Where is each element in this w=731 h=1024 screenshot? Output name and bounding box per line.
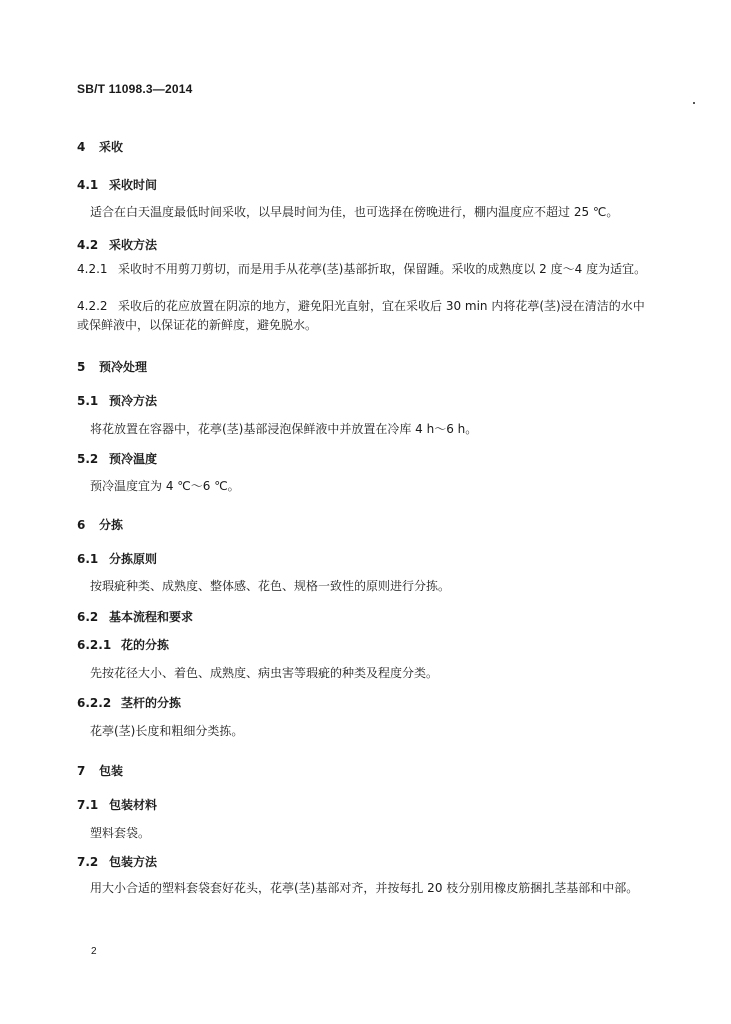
page-number: 2 bbox=[91, 946, 97, 957]
section-title: 采收方法 bbox=[109, 238, 158, 252]
section-number: 7 bbox=[77, 764, 86, 778]
section-title: 包装 bbox=[99, 764, 124, 778]
section-4-2-1-paragraph bbox=[77, 260, 654, 279]
scan-mark bbox=[693, 102, 695, 104]
section-4-1-text: 适合在白天温度最低时间采收，以早晨时间为佳，也可选择在傍晚进行，棚内温度应不超过 25 ℃。 bbox=[90, 205, 619, 219]
section-6-2-2-heading bbox=[77, 694, 181, 711]
section-7-heading bbox=[77, 762, 123, 779]
section-title: 包装材料 bbox=[109, 798, 158, 812]
section-5-heading bbox=[77, 358, 147, 375]
section-5-2-heading bbox=[77, 450, 157, 467]
section-5-1-text: 将花放置在容器中，花葶(茎)基部浸泡保鲜液中并放置在冷库 4 h～6 h。 bbox=[90, 422, 478, 436]
section-5-1-heading bbox=[77, 392, 157, 409]
clause-number: 4.2.2 bbox=[77, 299, 108, 313]
section-title: 预冷温度 bbox=[109, 452, 158, 466]
section-title: 包装方法 bbox=[109, 855, 158, 869]
section-number: 4.1 bbox=[77, 178, 99, 192]
section-6-1-heading bbox=[77, 550, 157, 567]
section-title: 茎杆的分拣 bbox=[121, 696, 182, 710]
section-6-heading bbox=[77, 516, 123, 533]
section-6-2-1-text: 先按花径大小、着色、成熟度、病虫害等瑕疵的种类及程度分类。 bbox=[90, 666, 439, 680]
section-7-1-heading bbox=[77, 796, 157, 813]
section-4-2-heading bbox=[77, 236, 157, 253]
section-number: 5 bbox=[77, 360, 86, 374]
section-7-2-text: 用大小合适的塑料套袋套好花头，花葶(茎)基部对齐，并按每扎 20 枝分别用橡皮筋捆扎茎基部和中部。 bbox=[90, 881, 639, 895]
section-title: 采收 bbox=[99, 140, 124, 154]
section-6-2-heading bbox=[77, 608, 193, 625]
section-number: 6.2 bbox=[77, 610, 99, 624]
section-title: 分拣原则 bbox=[109, 552, 158, 566]
section-6-2-1-heading bbox=[77, 636, 169, 653]
section-5-2-text: 预冷温度宜为 4 ℃～6 ℃。 bbox=[90, 479, 240, 493]
clause-text: 采收后的花应放置在阴凉的地方，避免阳光直射，宜在采收后 30 min 内将花葶(茎)浸在清洁的水中或保鲜液中，以保证花的新鲜度，避免脱水。 bbox=[77, 299, 645, 332]
section-number: 5.2 bbox=[77, 452, 99, 466]
section-4-2-2-paragraph bbox=[77, 297, 654, 335]
section-6-1-text: 按瑕疵种类、成熟度、整体感、花色、规格一致性的原则进行分拣。 bbox=[90, 579, 451, 593]
section-7-1-text: 塑料套袋。 bbox=[90, 826, 151, 840]
section-6-2-2-text: 花葶(茎)长度和粗细分类拣。 bbox=[90, 724, 244, 738]
standard-number: SB/T 11098.3—2014 bbox=[77, 82, 193, 96]
section-number: 7.2 bbox=[77, 855, 99, 869]
section-4-heading bbox=[77, 138, 123, 155]
section-number: 7.1 bbox=[77, 798, 99, 812]
section-title: 花的分拣 bbox=[121, 638, 170, 652]
clause-number: 4.2.1 bbox=[77, 262, 108, 276]
section-number: 6.2.2 bbox=[77, 696, 112, 710]
section-title: 采收时间 bbox=[109, 178, 158, 192]
section-number: 5.1 bbox=[77, 394, 99, 408]
section-number: 6 bbox=[77, 518, 86, 532]
section-number: 4 bbox=[77, 140, 86, 154]
section-number: 4.2 bbox=[77, 238, 99, 252]
section-number: 6.1 bbox=[77, 552, 99, 566]
section-4-1-heading bbox=[77, 176, 157, 193]
section-7-2-heading bbox=[77, 853, 157, 870]
section-number: 6.2.1 bbox=[77, 638, 112, 652]
section-title: 预冷处理 bbox=[99, 360, 148, 374]
clause-text: 采收时不用剪刀剪切，而是用手从花葶(茎)基部折取，保留踵。采收的成熟度以 2 度～4 度为适宜。 bbox=[118, 262, 647, 276]
section-title: 预冷方法 bbox=[109, 394, 158, 408]
section-title: 基本流程和要求 bbox=[109, 610, 194, 624]
section-title: 分拣 bbox=[99, 518, 124, 532]
